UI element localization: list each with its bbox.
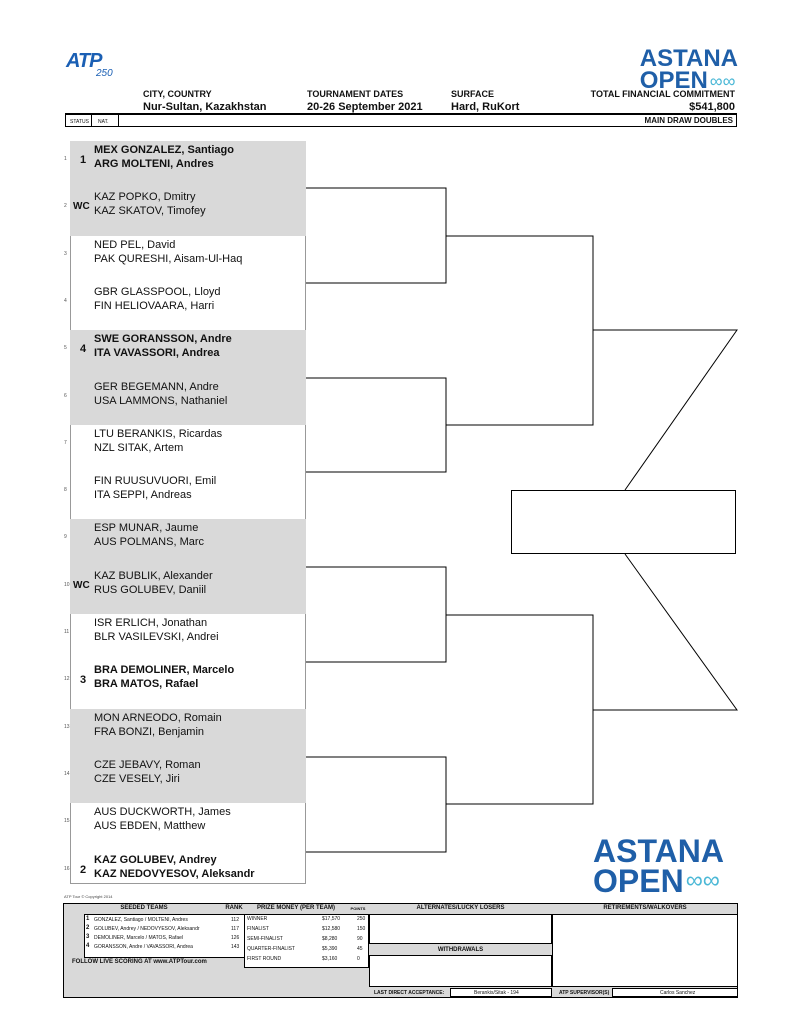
player-2: BLR VASILEVSKI, Andrei [94, 631, 219, 643]
player-2: CZE VESELY, Jiri [94, 772, 180, 785]
player-2: BRA MATOS, Rafael [94, 678, 199, 691]
draw-position: 12 [64, 676, 70, 683]
logo-swirl-icon: ∞∞ [685, 867, 720, 894]
player-2: AUS POLMANS, Marc [94, 536, 205, 549]
draw-position: 4 [64, 297, 67, 304]
bracket-qf-2 [446, 615, 593, 804]
seed-team: GONZALEZ, Santiago / MOLTENI, Andres [94, 917, 188, 923]
player-1: ESP MUNAR, Jaume [94, 522, 199, 535]
seed-status: 1 [80, 154, 87, 166]
player-2: NZL SITAK, Artem [94, 441, 184, 454]
seed-status: WC [73, 579, 90, 591]
seed-rank: 126 [231, 935, 240, 941]
prize-money: $5,390 [322, 946, 338, 952]
champion-box [511, 490, 736, 554]
retirements-header: RETIREMENTS/WALKOVERS [603, 905, 687, 911]
draw-team-row [64, 425, 306, 472]
last-direct-acceptance-value: Berankis/Sitak - 194 [474, 990, 519, 996]
financial-commitment-label: TOTAL FINANCIAL COMMITMENT [590, 89, 735, 99]
bracket-r1-2 [306, 378, 446, 472]
atp-logo-text: ATP [66, 50, 102, 72]
player-2: FIN HELIOVAARA, Harri [94, 299, 215, 312]
bracket-r1-4 [306, 757, 446, 852]
draw-team-row [64, 472, 306, 519]
alternates-box [369, 914, 552, 944]
draw-team-row [64, 283, 306, 330]
prize-money: $17,570 [322, 916, 341, 922]
copyright-text: ATP Tour © Copyright 2014 [64, 894, 113, 899]
player-1: NED PEL, David [94, 238, 176, 251]
supervisor-value: Carlos Sanchez [660, 990, 696, 996]
draw-team-row [64, 141, 306, 188]
player-2: ITA VAVASSORI, Andrea [94, 347, 220, 360]
logo-open-text: OPEN [593, 863, 684, 899]
city-value: Nur-Sultan, Kazakhstan [143, 101, 267, 113]
player-1: SWE GORANSSON, Andre [94, 333, 232, 346]
prize-round: FINALIST [247, 926, 269, 932]
draw-position: 10 [64, 581, 70, 588]
draw-team-row [64, 661, 306, 708]
dates-label: TOURNAMENT DATES [307, 89, 404, 99]
financial-commitment-value: $541,800 [689, 101, 735, 113]
prize-points: 150 [357, 926, 366, 932]
draw-position: 5 [64, 345, 67, 352]
bracket-sf-1 [593, 330, 737, 490]
prize-points: 90 [357, 936, 363, 942]
draw-position: 15 [64, 818, 70, 825]
seeded-teams-header: SEEDED TEAMS [120, 905, 168, 911]
seed-number: 2 [86, 925, 90, 931]
player-2: FRA BONZI, Benjamin [94, 725, 205, 738]
draw-position: 14 [64, 770, 70, 777]
prize-round: WINNER [247, 916, 268, 922]
seed-status: WC [73, 201, 90, 213]
atp-logo-250: 250 [96, 68, 113, 79]
draw-team-row [64, 378, 306, 425]
bracket-qf-1 [446, 236, 593, 425]
seed-team: GORANSSON, Andre / VAVASSORI, Andrea [94, 944, 193, 950]
prize-money: $8,280 [322, 936, 338, 942]
logo-astana-text: ASTANA [639, 45, 738, 72]
player-1: LTU BERANKIS, Ricardas [94, 427, 223, 440]
seed-rank: 143 [231, 944, 240, 950]
player-2: ITA SEPPI, Andreas [94, 489, 192, 502]
seed-team: DEMOLINER, Marcelo / MATOS, Rafael [94, 935, 184, 941]
player-1: MON ARNEODO, Romain [94, 711, 222, 724]
live-scoring-text: FOLLOW LIVE SCORING AT www.ATPTour.com [72, 959, 207, 965]
draw-position: 9 [64, 534, 67, 541]
player-1: KAZ BUBLIK, Alexander [94, 569, 213, 582]
surface-value: Hard, RuKort [451, 101, 520, 113]
prize-round: SEMI-FINALIST [247, 936, 283, 942]
draw-team-row [64, 803, 306, 850]
player-1: GBR GLASSPOOL, Lloyd [94, 285, 221, 298]
player-1: FIN RUUSUVUORI, Emil [94, 475, 217, 488]
seed-status: 3 [80, 674, 87, 687]
last-direct-acceptance-label: LAST DIRECT ACCEPTANCE: [374, 990, 445, 996]
player-1: BRA DEMOLINER, Marcelo [94, 664, 235, 677]
dates-value: 20-26 September 2021 [307, 101, 423, 113]
player-2: RUS GOLUBEV, Daniil [94, 583, 207, 596]
prize-money: $3,160 [322, 956, 338, 962]
draw-team-row [64, 614, 306, 661]
seed-number: 4 [86, 943, 90, 949]
draw-position: 1 [64, 156, 67, 162]
withdrawals-header: WITHDRAWALS [437, 947, 484, 953]
logo-open-text: OPEN [639, 67, 708, 94]
player-1: AUS DUCKWORTH, James [94, 806, 231, 819]
bracket-r1-3 [306, 567, 446, 662]
supervisor-label: ATP SUPERVISOR(S) [559, 990, 610, 996]
player-1: KAZ GOLUBEV, Andrey [94, 853, 217, 866]
player-2: KAZ SKATOV, Timofey [94, 205, 206, 218]
draw-type-label: MAIN DRAW DOUBLES [644, 116, 733, 125]
prize-points: 45 [357, 946, 363, 952]
seed-rank: 117 [231, 926, 239, 932]
draw-position: 7 [64, 439, 67, 446]
draw-position: 16 [64, 865, 70, 872]
seed-team: GOLUBEV, Andrey / NEDOVYESOV, Aleksandr [94, 926, 200, 932]
draw-team-row [64, 188, 306, 235]
logo-astana-text: ASTANA [593, 833, 724, 869]
seed-number: 3 [86, 934, 90, 940]
draw-team-row [64, 756, 306, 803]
draw-position: 11 [64, 629, 70, 635]
prize-money-header: PRIZE MONEY (PER TEAM) [257, 905, 335, 911]
player-2: KAZ NEDOVYESOV, Aleksandr [94, 867, 255, 880]
withdrawals-box [369, 955, 552, 987]
draw-team-row [64, 519, 306, 566]
status-column-label: STATUS [70, 119, 89, 125]
player-1: ISR ERLICH, Jonathan [94, 617, 208, 629]
player-1: CZE JEBAVY, Roman [94, 758, 201, 771]
player-1: KAZ POPKO, Dmitry [94, 191, 196, 204]
seed-number: 1 [86, 916, 90, 922]
player-1: GER BEGEMANN, Andre [94, 380, 219, 393]
seed-status: 4 [80, 343, 87, 356]
draw-team-row [64, 851, 306, 898]
draw-team-row [64, 709, 306, 756]
prize-money: $12,580 [322, 926, 341, 932]
seed-status: 2 [80, 863, 87, 876]
alternates-header: ALTERNATES/LUCKY LOSERS [416, 905, 505, 911]
rank-header: RANK [225, 905, 243, 911]
logo-swirl-icon: ∞∞ [709, 71, 736, 91]
draw-position: 8 [64, 487, 67, 494]
player-2: USA LAMMONS, Nathaniel [94, 394, 228, 407]
draw-team-row [64, 330, 306, 377]
draw-position: 2 [64, 203, 67, 210]
draw-position: 3 [64, 250, 67, 257]
draw-position: 6 [64, 392, 67, 399]
draw-team-row [64, 236, 306, 283]
draw-team-row [64, 567, 306, 614]
surface-label: SURFACE [451, 89, 495, 99]
city-label: CITY, COUNTRY [143, 89, 212, 99]
footer-table [63, 903, 738, 998]
retirements-box [552, 914, 738, 987]
points-header: POINTS [350, 906, 366, 911]
player-2: AUS EBDEN, Matthew [94, 820, 206, 833]
draw-position: 13 [64, 723, 70, 730]
bracket-sf-2 [593, 554, 737, 710]
prize-round: QUARTER-FINALIST [247, 946, 295, 952]
bracket-r1-1 [306, 188, 446, 283]
astana-open-logo-bottom [593, 833, 724, 899]
nat-column-label: NAT. [98, 119, 109, 125]
prize-points: 250 [357, 916, 366, 922]
prize-round: FIRST ROUND [247, 956, 282, 962]
seed-rank: 112 [231, 917, 239, 923]
player-2: PAK QURESHI, Aisam-Ul-Haq [94, 252, 243, 265]
player-2: ARG MOLTENI, Andres [94, 158, 214, 170]
player-1: MEX GONZALEZ, Santiago [94, 144, 234, 156]
prize-points: 0 [357, 956, 360, 962]
